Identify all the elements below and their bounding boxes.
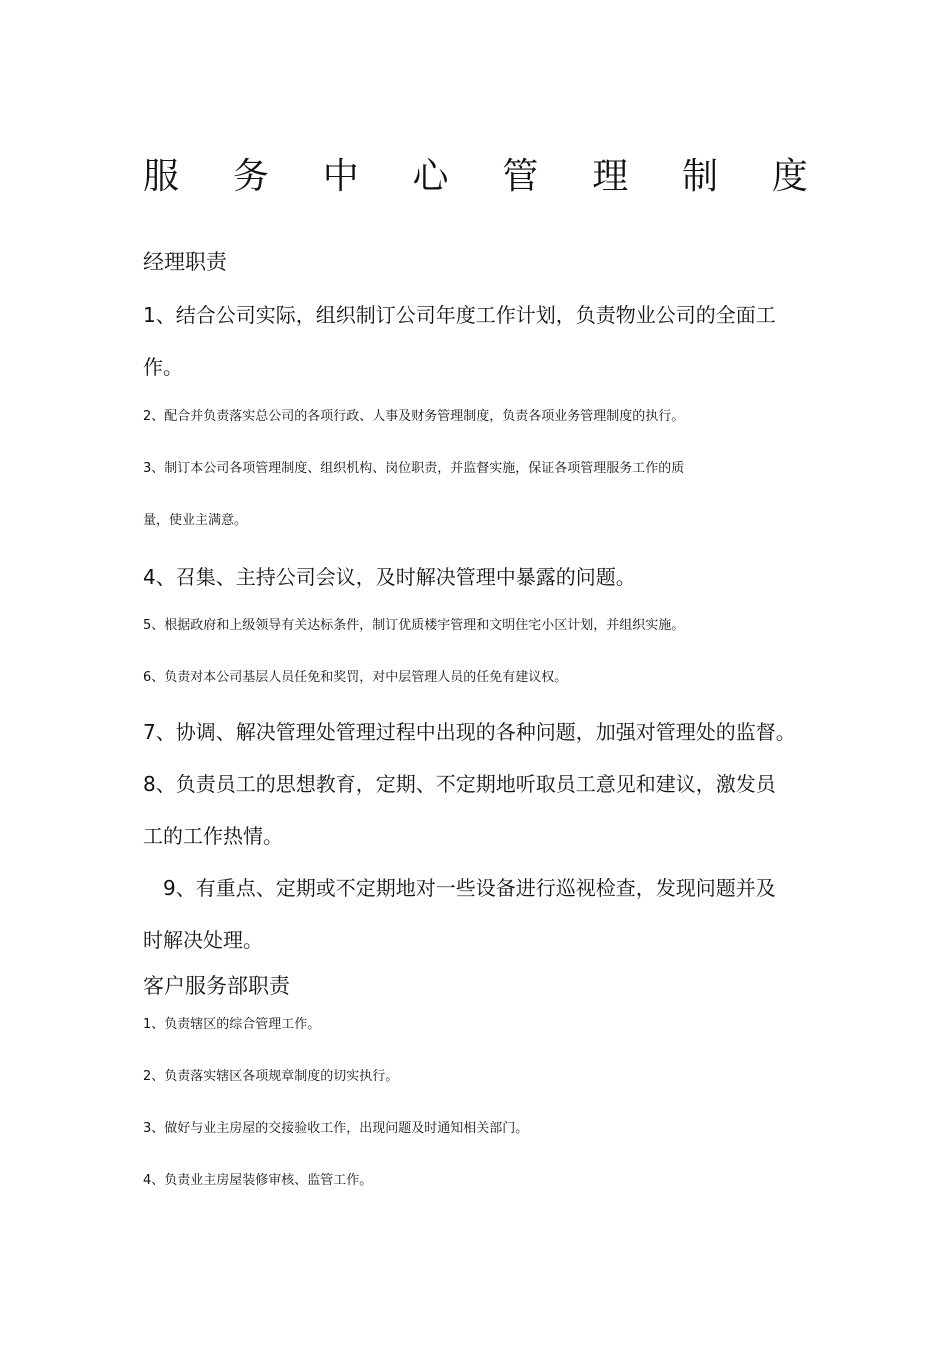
paragraph-line: 量，使业主满意。	[143, 513, 248, 528]
paragraph-line: 2、负责落实辖区各项规章制度的切实执行。	[143, 1069, 399, 1084]
paragraph-line: 8、负责员工的思想教育，定期、不定期地听取员工意见和建议，激发员	[143, 772, 776, 796]
document-title	[143, 152, 808, 202]
paragraph-line: 2、配合并负责落实总公司的各项行政、人事及财务管理制度，负责各项业务管理制度的执行。	[143, 409, 685, 424]
paragraph-line: 1、负责辖区的综合管理工作。	[143, 1017, 321, 1032]
title-char: 务	[232, 156, 269, 197]
section-heading-manager: 经理职责	[143, 250, 227, 274]
paragraph-line: 1、结合公司实际，组织制订公司年度工作计划，负责物业公司的全面工	[143, 303, 776, 327]
title-char: 度	[771, 156, 808, 197]
title-char: 制	[682, 156, 719, 197]
title-char: 中	[322, 156, 359, 197]
paragraph-line: 3、制订本公司各项管理制度、组织机构、岗位职责，并监督实施，保证各项管理服务工作的质	[143, 461, 685, 476]
paragraph-line: 6、负责对本公司基层人员任免和奖罚，对中层管理人员的任免有建议权。	[143, 670, 568, 685]
title-char: 理	[592, 156, 629, 197]
paragraph-line: 工的工作热情。	[143, 824, 283, 848]
paragraph-line: 3、做好与业主房屋的交接验收工作，出现问题及时通知相关部门。	[143, 1121, 529, 1136]
paragraph-line: 4、召集、主持公司会议，及时解决管理中暴露的问题。	[143, 565, 636, 589]
title-char: 服	[143, 156, 180, 197]
title-char: 心	[412, 156, 449, 197]
paragraph-line: 4、负责业主房屋装修审核、监管工作。	[143, 1173, 373, 1188]
paragraph-line: 作。	[143, 355, 183, 379]
title-char: 管	[502, 156, 539, 197]
paragraph-line: 7、协调、解决管理处管理过程中出现的各种问题，加强对管理处的监督。	[143, 720, 796, 744]
paragraph-line: 9、有重点、定期或不定期地对一些设备进行巡视检查，发现问题并及	[163, 876, 776, 900]
section-heading-customer-service: 客户服务部职责	[143, 974, 290, 998]
paragraph-line: 5、根据政府和上级领导有关达标条件，制订优质楼宇管理和文明住宅小区计划，并组织实施。	[143, 618, 685, 633]
paragraph-line: 时解决处理。	[143, 928, 263, 952]
